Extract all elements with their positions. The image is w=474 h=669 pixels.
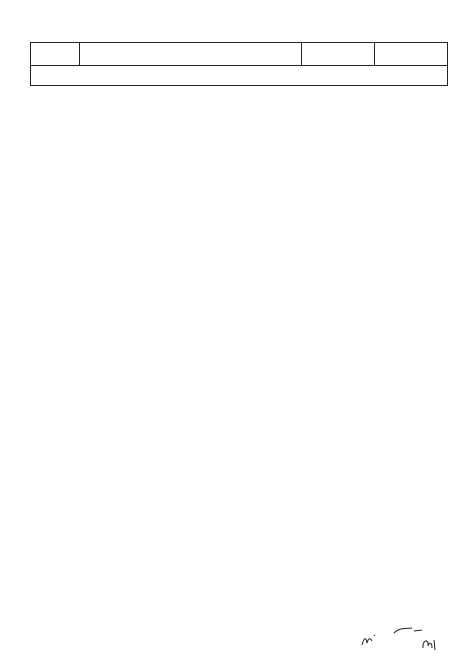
table-header-section [31,43,448,86]
header-code [31,43,80,66]
price-list-table [30,42,448,86]
handwritten-signature-1 [360,633,382,650]
handwritten-signature-3 [420,636,442,656]
section-row [31,66,448,86]
section-title [31,66,448,86]
header-name [80,43,302,66]
header-vat [375,43,448,66]
header-price [302,43,375,66]
table-header-row [31,43,448,66]
